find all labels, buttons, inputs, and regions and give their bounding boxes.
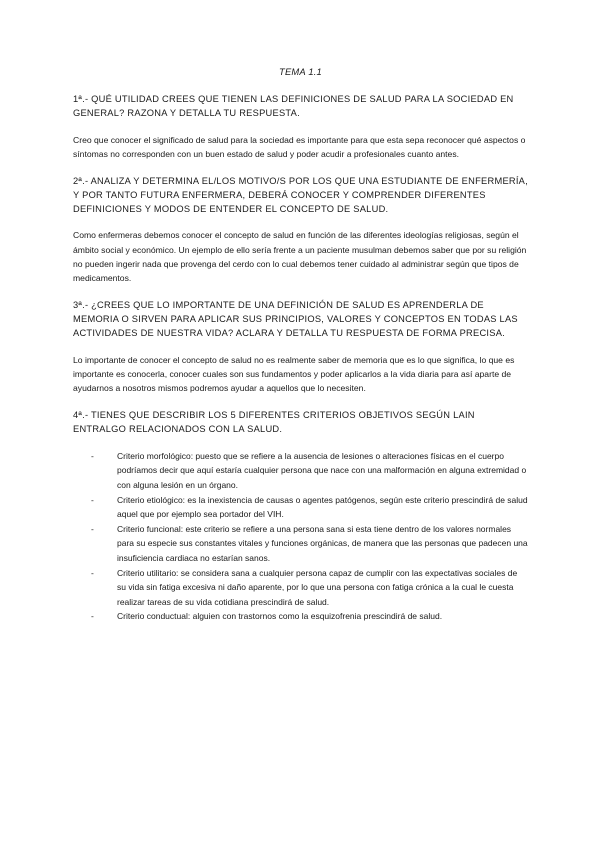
question-1: 1ª.- QUÉ UTILIDAD CREES QUE TIENEN LAS DEFINICIONES DE SALUD PARA LA SOCIEDAD EN GENERAL? RAZONA Y DETALLA TU RESPUESTA. (73, 94, 514, 118)
criteria-text: Criterio etiológico: es la inexistencia de causas o agentes patógenos, según este criterio prescindirá de salud aquel que por ejemplo sea portador del VIH. (117, 494, 528, 520)
list-item (91, 566, 528, 610)
criteria-text: Criterio morfológico: puesto que se refiere a la ausencia de lesiones o alteraciones físicas en el cuerpo podríamos decir que aquí estaría cualquier persona que nace con una malformación en alguna extremidad o con alguna lesión en un órgano. (117, 450, 527, 490)
question-4: 4ª.- TIENES QUE DESCRIBIR LOS 5 DIFERENTES CRITERIOS OBJETIVOS SEGÚN LAIN ENTRALGO RELACIONADOS CON LA SALUD. (73, 410, 475, 434)
list-item (91, 609, 528, 624)
criteria-text: Criterio utilitario: se considera sana a cualquier persona capaz de cumplir con las expectativas sociales de su vida sin fatiga excesiva ni daño aparente, por lo que una persona con fatiga crónica a la cual le cuesta realizar tareas de su vida cotidiana prescindirá de salud. (117, 567, 518, 607)
document-page (73, 66, 528, 624)
question-3: 3ª.- ¿CREES QUE LO IMPORTANTE DE UNA DEFINICIÓN DE SALUD ES APRENDERLA DE MEMORIA O SIRVEN PARA APLICAR SUS PRINCIPIOS, VALORES Y CONCEPTOS EN TODAS LAS ACTIVIDADES DE NUESTRA VIDA? ACLARA Y DETALLA TU RESPUESTA DE FORMA PRECISA. (73, 300, 518, 338)
bullet-dash: - (91, 611, 94, 622)
list-item (91, 522, 528, 566)
bullet-dash: - (91, 567, 94, 578)
answer-2: Como enfermeras debemos conocer el concepto de salud en función de las diferentes ideologías religiosas, según el ámbito social y económico. Un ejemplo de ello sería frente a un paciente musulman debemos saber que por su religión no pueden ingerir nada que provenga del cerdo con lo cual debemos tener cuidado al administrar según que tipos de medicamentos. (73, 230, 527, 283)
question-2: 2ª.- ANALIZA Y DETERMINA EL/LOS MOTIVO/S POR LOS QUE UNA ESTUDIANTE DE ENFERMERÍA, Y POR TANTO FUTURA ENFERMERA, DEBERÁ CONOCER Y COMPRENDER DIFERENTES DEFINICIONES Y MODOS DE ENTENDER EL CONCEPTO DE SALUD. (73, 176, 528, 214)
bullet-dash: - (91, 450, 94, 461)
bullet-dash: - (91, 523, 94, 534)
bullet-dash: - (91, 494, 94, 505)
answer-1: Creo que conocer el significado de salud para la sociedad es importante para que esta sepa reconocer qué aspectos o síntomas no corresponden con un buen estado de salud y poder acudir a profesionales cuanto antes. (73, 134, 526, 159)
answer-3: Lo importante de conocer el concepto de salud no es realmente saber de memoria que es lo que significa, lo que es importante es conocerla, conocer cuales son sus fundamentos y poder aplicarlos a la vida diaria para así aparte de ayudarnos a nosotros mismos podremos ayudar a aquellos que lo necesiten. (73, 354, 515, 393)
criteria-text: Criterio funcional: este criterio se refiere a una persona sana si esta tiene dentro de los valores normales para su especie sus constantes vitales y funciones orgánicas, de manera que las personas que padecen una insuficiencia cardiaca no estarían sanos. (117, 523, 528, 563)
list-item (91, 449, 528, 493)
document-title: TEMA 1.1 (279, 66, 322, 77)
criteria-text: Criterio conductual: alguien con trastornos como la esquizofrenia prescindirá de salud. (117, 611, 443, 622)
list-item (91, 493, 528, 522)
criteria-list (91, 449, 528, 624)
